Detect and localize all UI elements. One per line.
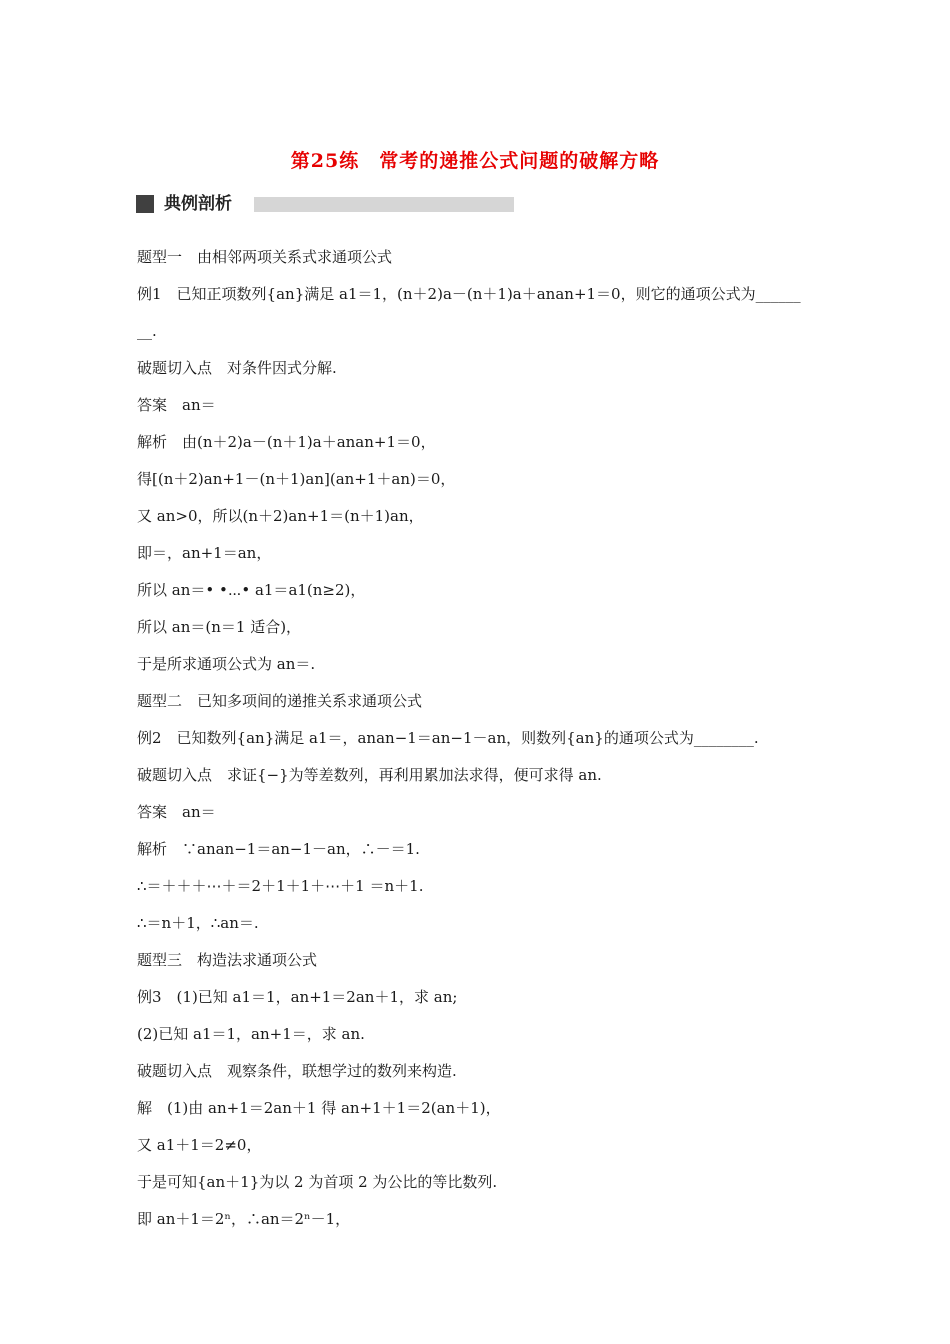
text-line: 解析 ∵anan−1＝an−1－an，∴－＝1. <box>137 840 420 858</box>
text-line: (2)已知 a1＝1，an+1＝，求 an. <box>137 1025 365 1043</box>
text-line: 又 an>0，所以(n＋2)an+1＝(n＋1)an， <box>137 507 424 525</box>
text-line: 破题切入点 求证{−}为等差数列，再利用累加法求得，便可求得 an. <box>137 766 602 784</box>
text-line: 得[(n＋2)an+1－(n＋1)an](an+1＋an)＝0， <box>137 470 456 488</box>
text-line: 题型二 已知多项间的递推关系求通项公式 <box>137 692 423 710</box>
text-line: 答案 an＝ <box>137 803 216 821</box>
text-line: 题型一 由相邻两项关系式求通项公式 <box>137 248 393 266</box>
text-line: 破题切入点 观察条件，联想学过的数列来构造. <box>137 1062 457 1080</box>
text-line: __. <box>137 322 157 340</box>
text-line: 解析 由(n＋2)a－(n＋1)a＋anan+1＝0， <box>137 433 436 451</box>
section-divider-bar <box>254 197 514 212</box>
text-line: 即 an＋1＝2ⁿ，∴an＝2ⁿ－1， <box>137 1210 351 1228</box>
text-line: 题型三 构造法求通项公式 <box>137 951 318 969</box>
text-line: 即＝，an+1＝an， <box>137 544 272 562</box>
text-line: 例2 已知数列{an}满足 a1＝，anan−1＝an−1－an，则数列{an}的通项公式为________. <box>137 729 759 747</box>
document-body <box>137 246 817 1245</box>
text-line: ∴＝＋＋＋⋯＋＝2＋1＋1＋⋯＋1 ＝n＋1. <box>137 877 424 895</box>
text-line: 于是可知{an＋1}为以 2 为首项 2 为公比的等比数列. <box>137 1173 498 1191</box>
section-header <box>136 192 516 216</box>
section-label: 典例剖析 <box>164 194 232 214</box>
text-line: 破题切入点 对条件因式分解. <box>137 359 337 377</box>
text-line: 答案 an＝ <box>137 396 216 414</box>
text-line: ∴＝n＋1，∴an＝. <box>137 914 259 932</box>
text-line: 所以 an＝• •⋯• a1＝a1(n≥2)， <box>137 581 366 599</box>
text-line: 又 a1＋1＝2≠0， <box>137 1136 262 1154</box>
text-line: 解 (1)由 an+1＝2an＋1 得 an+1＋1＝2(an＋1)， <box>137 1099 501 1117</box>
section-marker-block <box>136 195 154 213</box>
text-line: 例3 (1)已知 a1＝1，an+1＝2an＋1，求 an; <box>137 988 458 1006</box>
text-line: 所以 an＝(n＝1 适合)， <box>137 618 302 636</box>
text-line: 例1 已知正项数列{an}满足 a1＝1，(n＋2)a－(n＋1)a＋anan+1＝0，则它的通项公式为______ <box>137 285 801 303</box>
page-title: 第25练 常考的递推公式问题的破解方略 <box>290 150 660 172</box>
text-line: 于是所求通项公式为 an＝. <box>137 655 316 673</box>
